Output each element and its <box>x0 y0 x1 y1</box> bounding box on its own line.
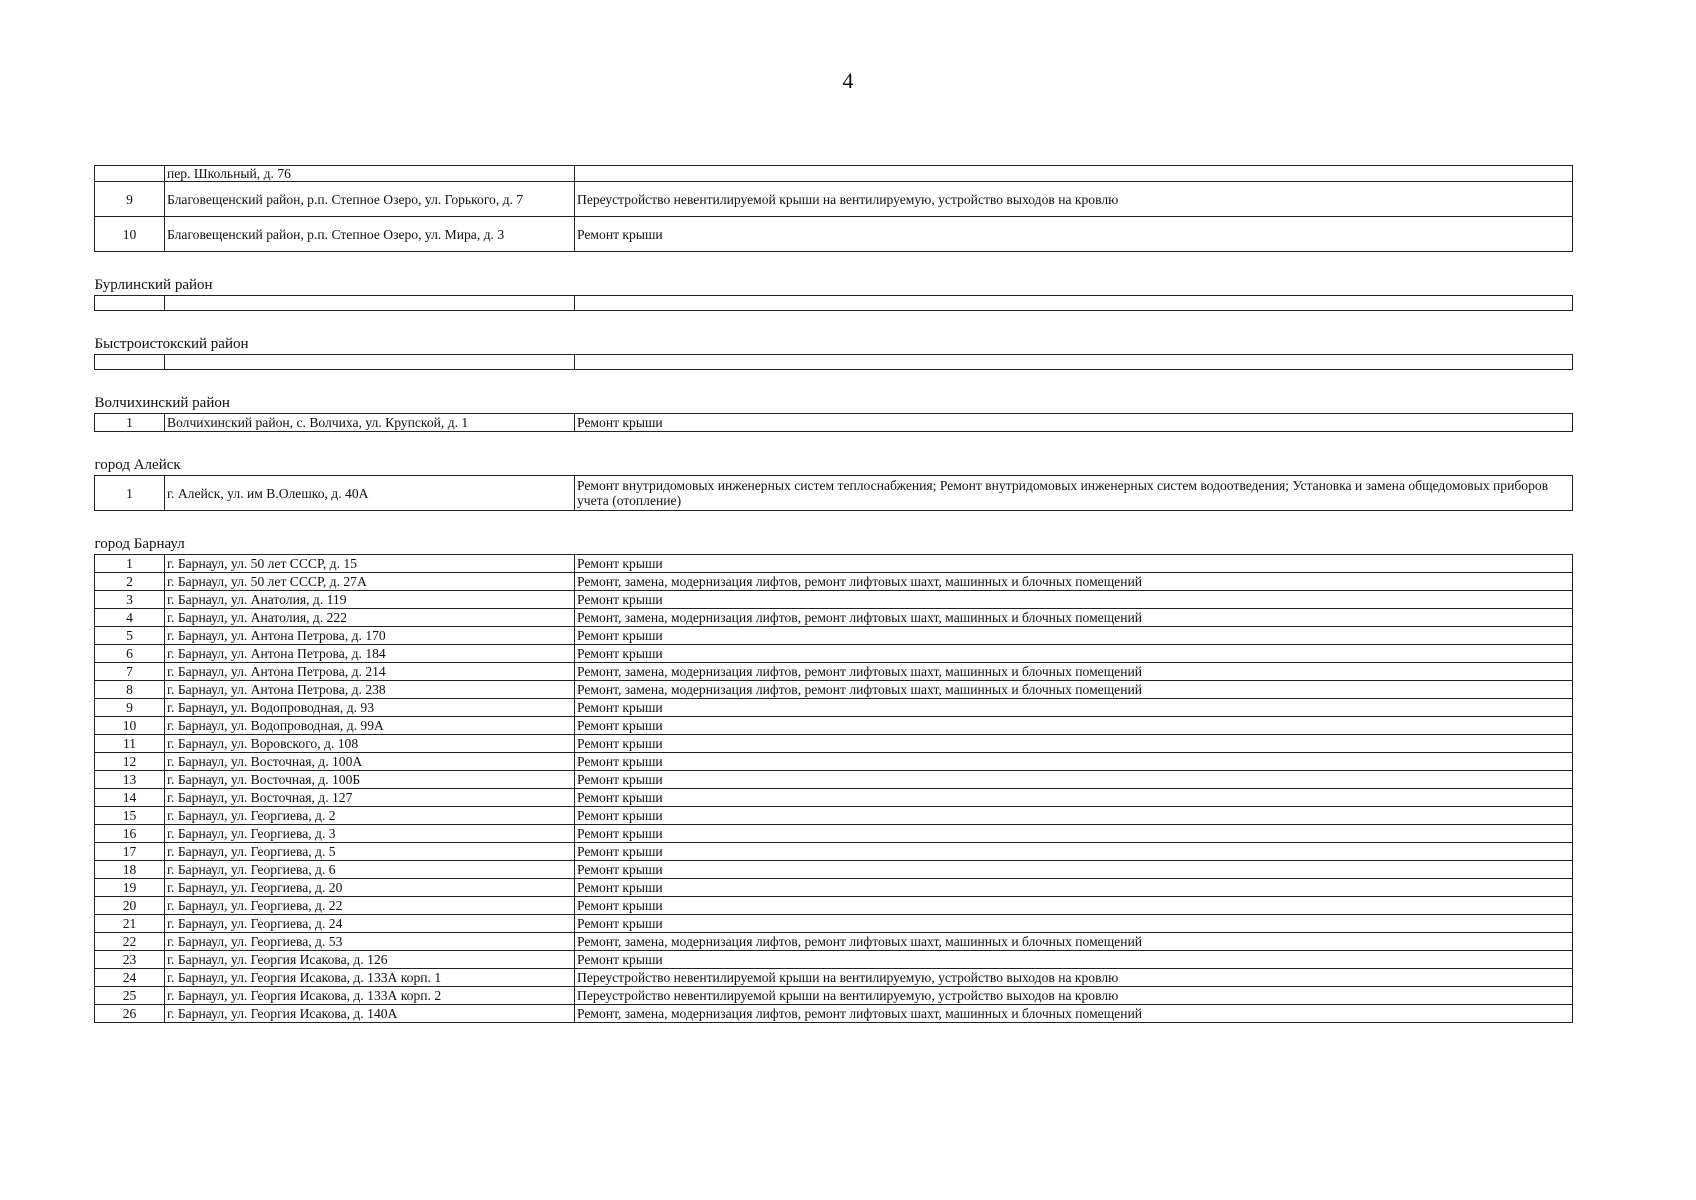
table-row <box>95 933 1573 951</box>
table-row <box>95 166 1573 182</box>
section-title: город Барнаул <box>95 511 1573 555</box>
table-row <box>95 1005 1573 1023</box>
row-work: Ремонт крыши <box>575 915 1573 933</box>
row-number: 12 <box>95 753 165 771</box>
row-address: г. Барнаул, ул. Георгиева, д. 2 <box>165 807 575 825</box>
row-number: 6 <box>95 645 165 663</box>
empty-row <box>95 355 1573 370</box>
row-work: Ремонт, замена, модернизация лифтов, ремонт лифтовых шахт, машинных и блочных помещений <box>575 663 1573 681</box>
table-row <box>95 699 1573 717</box>
table-row <box>95 969 1573 987</box>
section-title: Бурлинский район <box>95 252 1573 296</box>
row-address: Благовещенский район, р.п. Степное Озеро, ул. Горького, д. 7 <box>165 182 575 217</box>
table-row <box>95 591 1573 609</box>
row-work: Переустройство невентилируемой крыши на вентилируемую, устройство выходов на кровлю <box>575 182 1573 217</box>
row-work: Ремонт крыши <box>575 807 1573 825</box>
row-address: г. Барнаул, ул. Антона Петрова, д. 214 <box>165 663 575 681</box>
row-work: Ремонт крыши <box>575 825 1573 843</box>
row-address: г. Барнаул, ул. Анатолия, д. 222 <box>165 609 575 627</box>
row-number: 2 <box>95 573 165 591</box>
table-row <box>95 555 1573 573</box>
row-address: г. Барнаул, ул. 50 лет СССР, д. 27А <box>165 573 575 591</box>
row-number: 9 <box>95 699 165 717</box>
section-title: Волчихинский район <box>95 370 1573 414</box>
row-number: 3 <box>95 591 165 609</box>
row-number: 22 <box>95 933 165 951</box>
row-work: Ремонт крыши <box>575 843 1573 861</box>
row-number: 10 <box>95 217 165 252</box>
row-work: Переустройство невентилируемой крыши на вентилируемую, устройство выходов на кровлю <box>575 969 1573 987</box>
row-work: Ремонт крыши <box>575 217 1573 252</box>
row-work: Ремонт крыши <box>575 753 1573 771</box>
empty-cell <box>165 296 575 311</box>
row-work: Ремонт крыши <box>575 861 1573 879</box>
row-number: 20 <box>95 897 165 915</box>
table-row <box>95 753 1573 771</box>
row-number: 10 <box>95 717 165 735</box>
row-work <box>575 166 1573 182</box>
row-work: Ремонт крыши <box>575 645 1573 663</box>
row-work: Ремонт крыши <box>575 717 1573 735</box>
empty-cell <box>165 355 575 370</box>
row-work: Ремонт, замена, модернизация лифтов, ремонт лифтовых шахт, машинных и блочных помещений <box>575 681 1573 699</box>
section-header <box>95 370 1573 414</box>
table-row <box>95 861 1573 879</box>
section-title: Быстроистокский район <box>95 311 1573 355</box>
section-title: город Алейск <box>95 432 1573 476</box>
row-address: г. Барнаул, ул. Восточная, д. 127 <box>165 789 575 807</box>
row-number: 14 <box>95 789 165 807</box>
row-work: Ремонт, замена, модернизация лифтов, ремонт лифтовых шахт, машинных и блочных помещений <box>575 609 1573 627</box>
table-row <box>95 681 1573 699</box>
row-address: г. Алейск, ул. им В.Олешко, д. 40А <box>165 476 575 511</box>
row-address: г. Барнаул, ул. Георгиева, д. 22 <box>165 897 575 915</box>
row-number: 16 <box>95 825 165 843</box>
row-address: г. Барнаул, ул. Георгия Исакова, д. 140А <box>165 1005 575 1023</box>
row-work: Ремонт крыши <box>575 951 1573 969</box>
table-row <box>95 609 1573 627</box>
row-address: г. Барнаул, ул. Анатолия, д. 119 <box>165 591 575 609</box>
row-address: пер. Школьный, д. 76 <box>165 166 575 182</box>
row-address: Волчихинский район, с. Волчиха, ул. Крупской, д. 1 <box>165 414 575 432</box>
row-number: 21 <box>95 915 165 933</box>
row-address: г. Барнаул, ул. Водопроводная, д. 93 <box>165 699 575 717</box>
table-row <box>95 897 1573 915</box>
table-row <box>95 987 1573 1005</box>
row-address: г. Барнаул, ул. Восточная, д. 100Б <box>165 771 575 789</box>
row-address: г. Барнаул, ул. Антона Петрова, д. 170 <box>165 627 575 645</box>
row-work: Ремонт, замена, модернизация лифтов, ремонт лифтовых шахт, машинных и блочных помещений <box>575 1005 1573 1023</box>
empty-cell <box>575 296 1573 311</box>
row-address: г. Барнаул, ул. Георгиева, д. 20 <box>165 879 575 897</box>
row-work: Ремонт крыши <box>575 771 1573 789</box>
row-work: Ремонт крыши <box>575 735 1573 753</box>
row-number: 26 <box>95 1005 165 1023</box>
row-work: Ремонт крыши <box>575 627 1573 645</box>
row-address: г. Барнаул, ул. Георгиева, д. 3 <box>165 825 575 843</box>
row-number: 7 <box>95 663 165 681</box>
row-address: г. Барнаул, ул. Георгиева, д. 6 <box>165 861 575 879</box>
table-row <box>95 182 1573 217</box>
row-number: 9 <box>95 182 165 217</box>
table-row <box>95 771 1573 789</box>
row-address: г. Барнаул, ул. Георгия Исакова, д. 126 <box>165 951 575 969</box>
empty-cell <box>575 355 1573 370</box>
row-number: 24 <box>95 969 165 987</box>
row-number: 13 <box>95 771 165 789</box>
row-work: Ремонт крыши <box>575 591 1573 609</box>
table-body <box>95 166 1573 1023</box>
row-address: г. Барнаул, ул. Георгия Исакова, д. 133А корп. 2 <box>165 987 575 1005</box>
table-row <box>95 476 1573 511</box>
row-address: г. Барнаул, ул. Антона Петрова, д. 184 <box>165 645 575 663</box>
row-number: 1 <box>95 555 165 573</box>
row-work: Ремонт крыши <box>575 897 1573 915</box>
row-number: 4 <box>95 609 165 627</box>
row-address: г. Барнаул, ул. Георгия Исакова, д. 133А корп. 1 <box>165 969 575 987</box>
table-row <box>95 915 1573 933</box>
row-address: г. Барнаул, ул. Георгиева, д. 53 <box>165 933 575 951</box>
table-row <box>95 789 1573 807</box>
table-row <box>95 843 1573 861</box>
table-row <box>95 951 1573 969</box>
row-address: Благовещенский район, р.п. Степное Озеро, ул. Мира, д. 3 <box>165 217 575 252</box>
table-row <box>95 645 1573 663</box>
row-work: Ремонт, замена, модернизация лифтов, ремонт лифтовых шахт, машинных и блочных помещений <box>575 933 1573 951</box>
row-number: 15 <box>95 807 165 825</box>
page-number: 4 <box>842 68 854 93</box>
table-row <box>95 879 1573 897</box>
row-address: г. Барнаул, ул. Георгиева, д. 24 <box>165 915 575 933</box>
row-number: 19 <box>95 879 165 897</box>
row-address: г. Барнаул, ул. Антона Петрова, д. 238 <box>165 681 575 699</box>
row-address: г. Барнаул, ул. Воровского, д. 108 <box>165 735 575 753</box>
row-number: 11 <box>95 735 165 753</box>
table-row <box>95 717 1573 735</box>
table-row <box>95 627 1573 645</box>
table-row <box>95 735 1573 753</box>
row-number: 25 <box>95 987 165 1005</box>
row-work: Ремонт крыши <box>575 789 1573 807</box>
empty-cell <box>95 296 165 311</box>
row-work: Ремонт крыши <box>575 699 1573 717</box>
section-header <box>95 311 1573 355</box>
row-number <box>95 166 165 182</box>
row-address: г. Барнаул, ул. Восточная, д. 100А <box>165 753 575 771</box>
table-row <box>95 573 1573 591</box>
row-work: Переустройство невентилируемой крыши на вентилируемую, устройство выходов на кровлю <box>575 987 1573 1005</box>
row-address: г. Барнаул, ул. Георгиева, д. 5 <box>165 843 575 861</box>
row-work: Ремонт крыши <box>575 555 1573 573</box>
table-row <box>95 807 1573 825</box>
empty-row <box>95 296 1573 311</box>
empty-cell <box>95 355 165 370</box>
row-number: 17 <box>95 843 165 861</box>
row-address: г. Барнаул, ул. Водопроводная, д. 99А <box>165 717 575 735</box>
row-work: Ремонт крыши <box>575 879 1573 897</box>
repair-list-table <box>94 165 1573 1023</box>
row-number: 18 <box>95 861 165 879</box>
row-work: Ремонт крыши <box>575 414 1573 432</box>
row-number: 8 <box>95 681 165 699</box>
row-number: 1 <box>95 414 165 432</box>
row-work: Ремонт, замена, модернизация лифтов, ремонт лифтовых шахт, машинных и блочных помещений <box>575 573 1573 591</box>
row-number: 23 <box>95 951 165 969</box>
row-work: Ремонт внутридомовых инженерных систем теплоснабжения; Ремонт внутридомовых инженерных систем водоотведения; Установка и замена общедомовых приборов учета (отопление) <box>575 476 1573 511</box>
section-header <box>95 252 1573 296</box>
row-address: г. Барнаул, ул. 50 лет СССР, д. 15 <box>165 555 575 573</box>
table-row <box>95 217 1573 252</box>
section-header <box>95 432 1573 476</box>
table-row <box>95 825 1573 843</box>
table-row <box>95 414 1573 432</box>
row-number: 1 <box>95 476 165 511</box>
section-header <box>95 511 1573 555</box>
table-row <box>95 663 1573 681</box>
row-number: 5 <box>95 627 165 645</box>
